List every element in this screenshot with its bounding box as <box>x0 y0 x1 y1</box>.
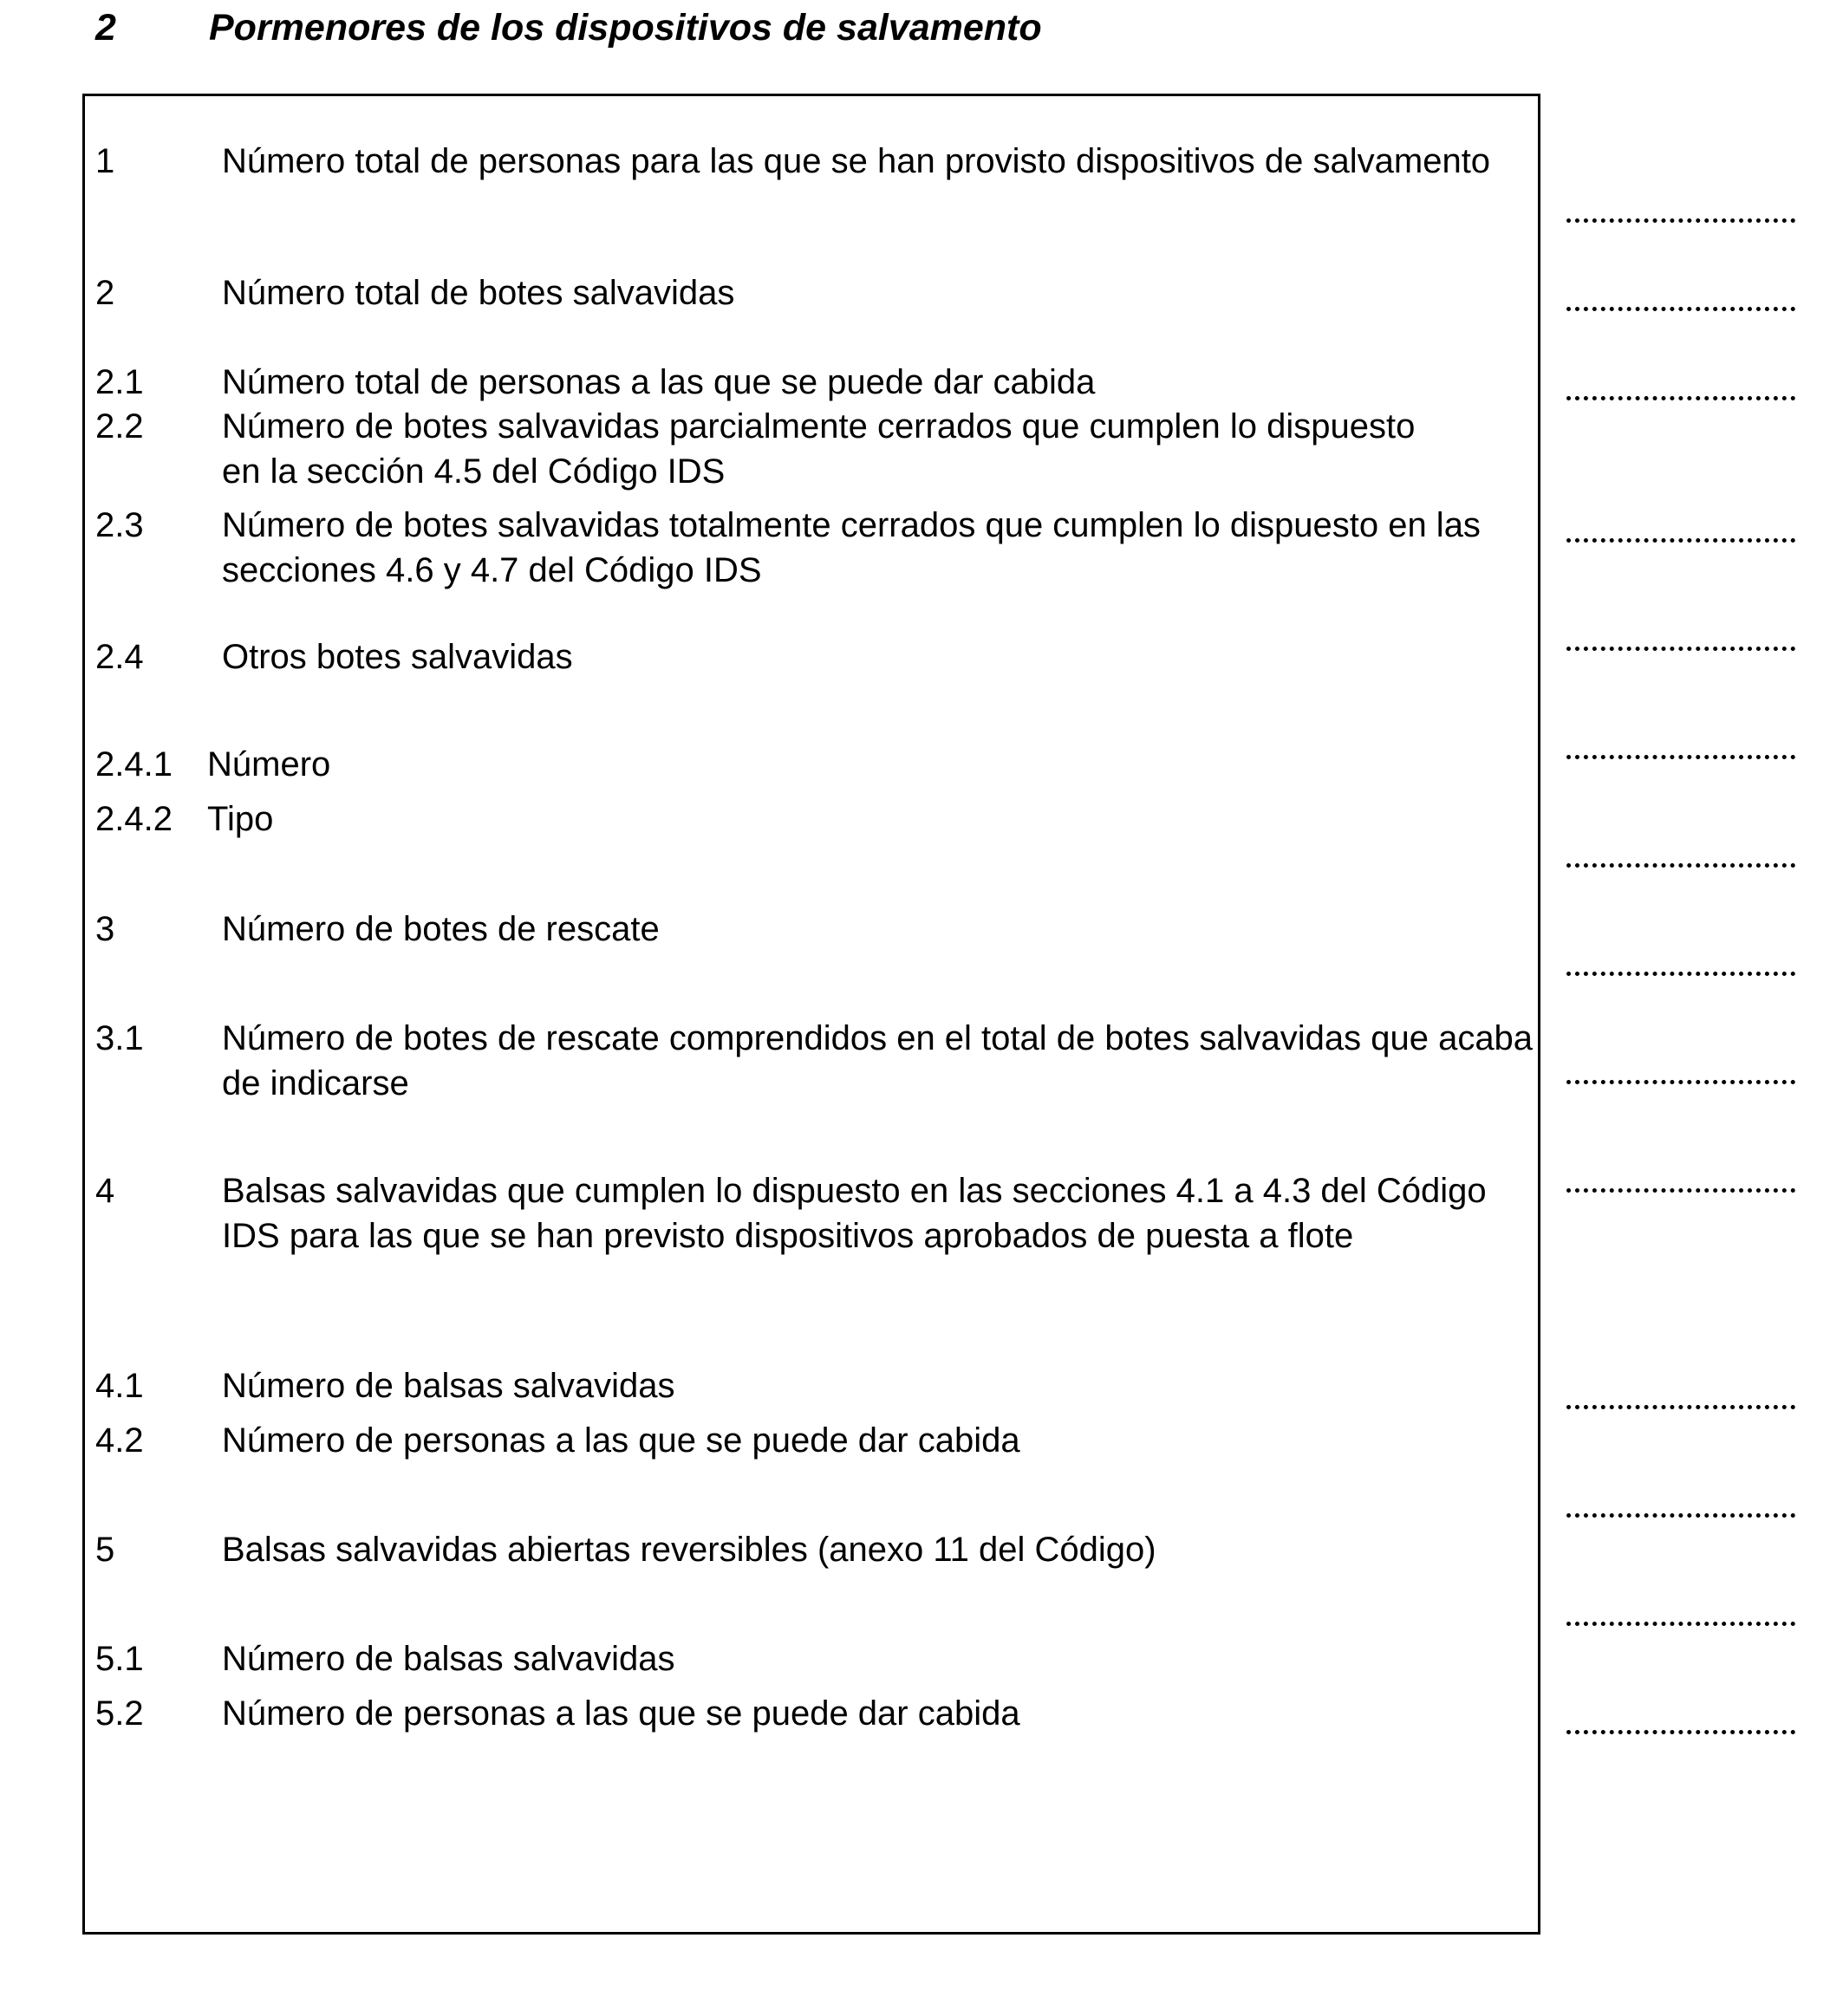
item-number: 3.1 <box>95 1019 144 1057</box>
section-number: 2 <box>95 7 116 49</box>
answer-field-5[interactable] <box>1566 1622 1795 1626</box>
item-text: Número de personas a las que se puede dar cabida <box>222 1694 1020 1733</box>
item-text: Número de botes salvavidas parcialmente cerrados que cumplen lo dispuesto en la sección 4.5 del Código IDS <box>222 407 1416 491</box>
item-text: Balsas salvavidas abiertas reversibles (anexo 11 del Código) <box>222 1531 1156 1569</box>
item-number: 2.1 <box>95 363 144 401</box>
item-number: 2 <box>95 274 115 312</box>
item-text: Número total de personas a las que se puede dar cabida <box>222 363 1096 401</box>
item-text: Balsas salvavidas que cumplen lo dispuesto en las secciones 4.1 a 4.3 del Código IDS para las que se han previsto dispositivos aprobados de puesta a flote <box>222 1172 1487 1255</box>
answer-field-4-2[interactable] <box>1566 1513 1795 1518</box>
answer-field-2[interactable] <box>1566 307 1795 311</box>
answer-field-3-1[interactable] <box>1566 1080 1795 1084</box>
answer-field-5-1[interactable] <box>1566 1730 1795 1734</box>
item-text: Número de personas a las que se puede dar cabida <box>222 1421 1020 1460</box>
item-text: Número de balsas salvavidas <box>222 1640 675 1678</box>
item-number: 5 <box>95 1531 115 1569</box>
item-number: 5.2 <box>95 1694 144 1733</box>
section-title: Pormenores de los dispositivos de salvamento <box>209 7 1042 49</box>
answer-field-2-4-2[interactable] <box>1566 863 1795 868</box>
item-text: Número total de personas para las que se han provisto dispositivos de salvamento <box>222 142 1491 180</box>
item-number: 2.3 <box>95 506 144 544</box>
answer-field-4[interactable] <box>1566 1188 1795 1193</box>
item-text: Número total de botes salvavidas <box>222 274 735 312</box>
item-text: Otros botes salvavidas <box>222 638 573 676</box>
item-text: Número de botes de rescate <box>222 910 660 948</box>
item-text: Número de botes de rescate comprendidos en el total de botes salvavidas que acaba de indicarse <box>222 1019 1534 1102</box>
item-number: 2.4 <box>95 638 144 676</box>
answer-field-3[interactable] <box>1566 972 1795 976</box>
item-number: 1 <box>95 142 115 180</box>
answer-field-2-4-1[interactable] <box>1566 755 1795 759</box>
item-text: Tipo <box>207 800 274 838</box>
item-text: Número de botes salvavidas totalmente cerrados que cumplen lo dispuesto en las secciones 4.6 y 4.7 del Código IDS <box>222 506 1481 589</box>
answer-field-1[interactable] <box>1566 218 1795 223</box>
item-number: 2.4.1 <box>95 745 173 784</box>
item-text: Número <box>207 745 331 784</box>
item-number: 2.4.2 <box>95 800 173 838</box>
answer-field-2-3[interactable] <box>1566 538 1795 543</box>
item-number: 3 <box>95 910 115 948</box>
item-number: 4 <box>95 1172 115 1210</box>
answer-field-2-4[interactable] <box>1566 647 1795 651</box>
item-text: Número de balsas salvavidas <box>222 1367 675 1405</box>
answer-field-2-1[interactable] <box>1566 396 1795 400</box>
item-number: 2.2 <box>95 407 144 445</box>
answer-field-4-1[interactable] <box>1566 1405 1795 1409</box>
item-number: 5.1 <box>95 1640 144 1678</box>
item-number: 4.2 <box>95 1421 144 1460</box>
item-number: 4.1 <box>95 1367 144 1405</box>
